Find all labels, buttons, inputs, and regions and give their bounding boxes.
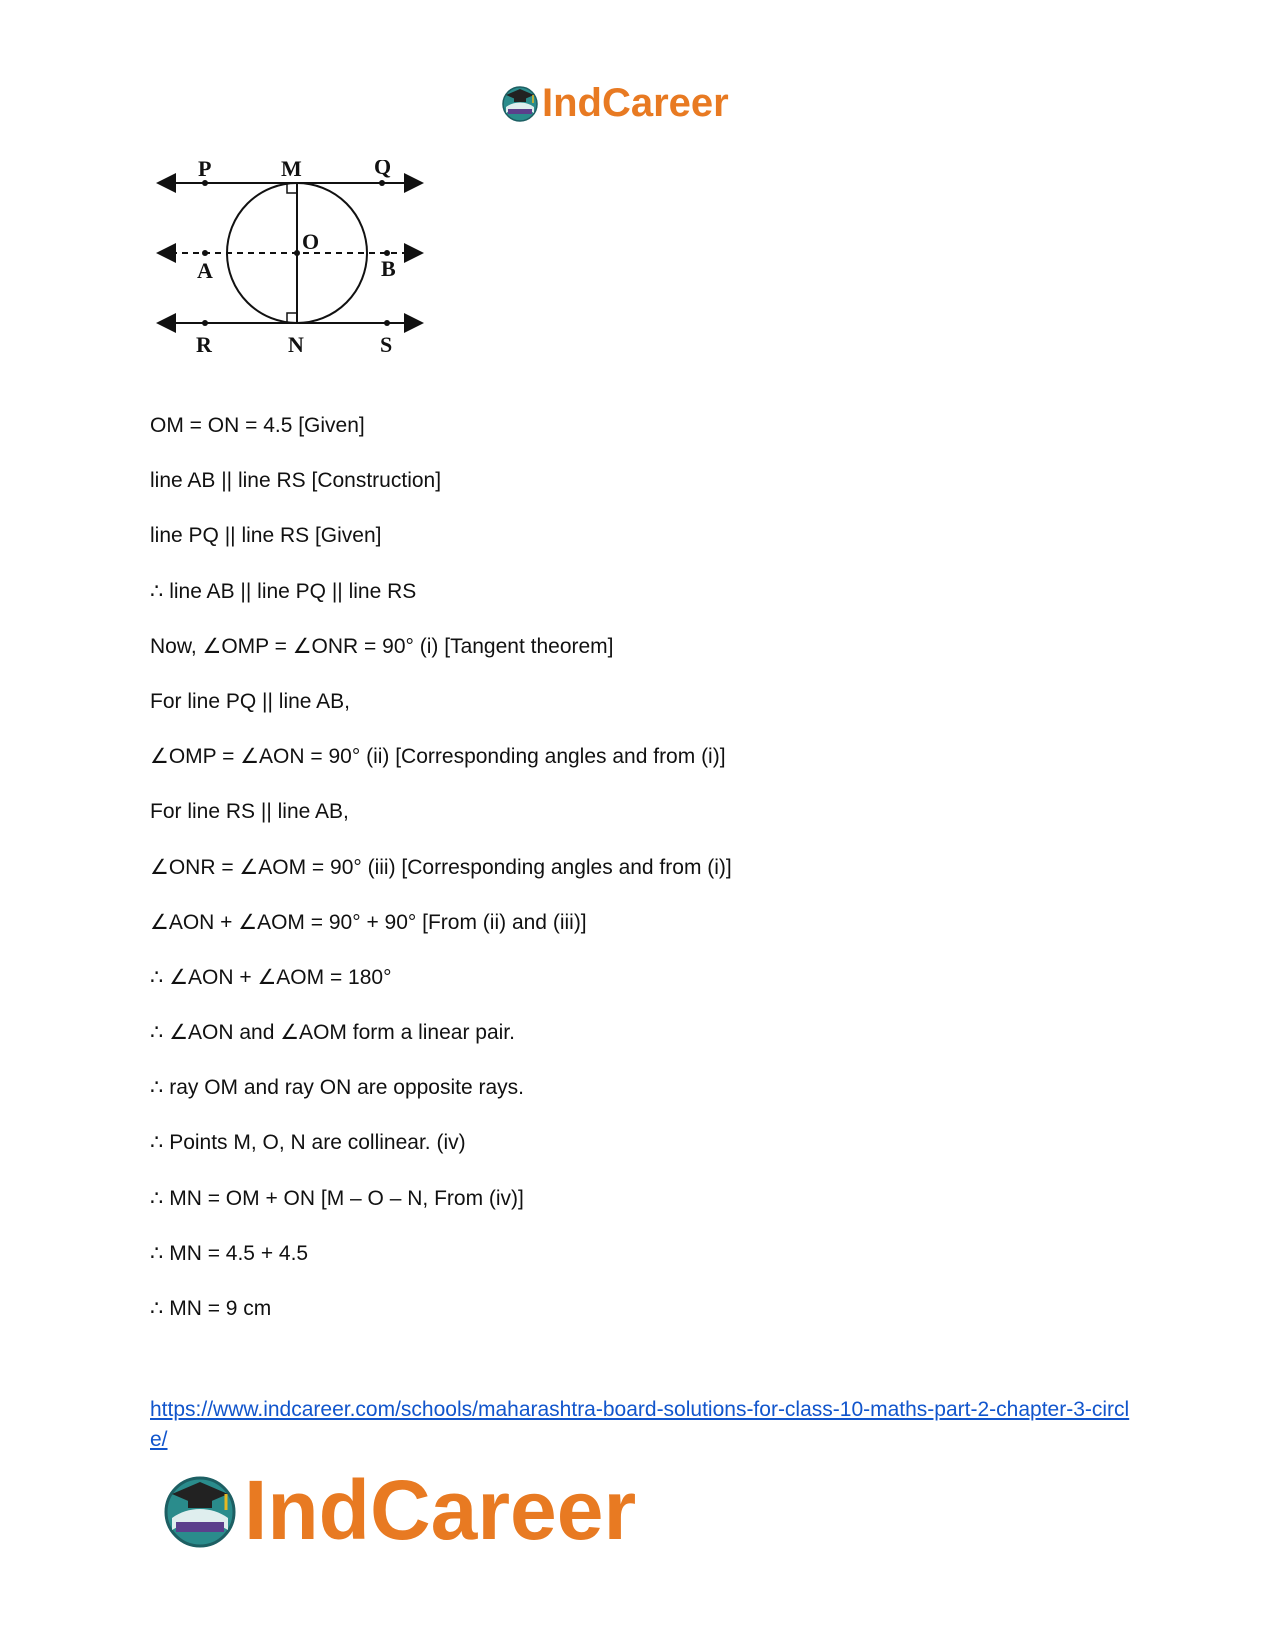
solution-line: ∴ line AB || line PQ || line RS <box>150 579 417 603</box>
label-o: O <box>302 229 320 254</box>
footer-logo <box>160 1465 636 1555</box>
label-m: M <box>281 160 302 181</box>
solution-text <box>150 413 1150 1351</box>
label-a: A <box>197 258 213 283</box>
point-q <box>379 180 385 186</box>
header-logo-text: IndCareer <box>542 81 729 125</box>
solution-line: ∴ MN = 9 cm <box>150 1297 272 1320</box>
solution-line: ∠OMP = ∠AON = 90° (ii) [Corresponding angles and from (i)] <box>150 745 726 769</box>
figure-svg <box>155 160 455 380</box>
solution-line: Now, ∠OMP = ∠ONR = 90° (i) [Tangent theorem] <box>150 634 614 658</box>
label-n: N <box>288 332 304 357</box>
footer-logo-text: IndCareer <box>244 1463 637 1557</box>
graduation-globe-icon <box>160 1470 240 1550</box>
point-a <box>202 250 208 256</box>
solution-line: ∴ ray OM and ray ON are opposite rays. <box>150 1076 525 1100</box>
solution-line: ∠AON + ∠AOM = 90° + 90° [From (ii) and (iii)] <box>150 910 587 934</box>
solution-line: ∴ MN = 4.5 + 4.5 <box>150 1241 309 1265</box>
point-r <box>202 320 208 326</box>
solution-line: For line PQ || line AB, <box>150 689 350 713</box>
solution-line: ∴ Points M, O, N are collinear. (iv) <box>150 1131 466 1155</box>
solution-line: ∴ ∠AON + ∠AOM = 180° <box>150 965 392 989</box>
label-b: B <box>381 256 396 281</box>
label-r: R <box>196 332 212 357</box>
header-logo <box>500 80 729 126</box>
solution-line: line PQ || line RS [Given] <box>150 524 382 548</box>
point-o <box>294 250 300 256</box>
graduation-globe-icon <box>500 83 540 123</box>
source-link[interactable]: https://www.indcareer.com/schools/maharashtra-board-solutions-for-class-10-maths-part-2-chapter-3-circle/ <box>150 1398 1130 1451</box>
solution-line: ∴ MN = OM + ON [M – O – N, From (iv)] <box>150 1186 524 1210</box>
point-s <box>384 320 390 326</box>
circle-tangent-figure <box>155 160 455 380</box>
solution-line: For line RS || line AB, <box>150 800 349 824</box>
label-s: S <box>380 332 393 357</box>
solution-line: ∠ONR = ∠AOM = 90° (iii) [Corresponding angles and from (i)] <box>150 855 732 879</box>
label-q: Q <box>374 160 392 179</box>
solution-line: line AB || line RS [Construction] <box>150 469 442 493</box>
solution-line: ∴ ∠AON and ∠AOM form a linear pair. <box>150 1021 515 1045</box>
solution-line: OM = ON = 4.5 [Given] <box>150 414 365 437</box>
label-p: P <box>198 160 212 181</box>
